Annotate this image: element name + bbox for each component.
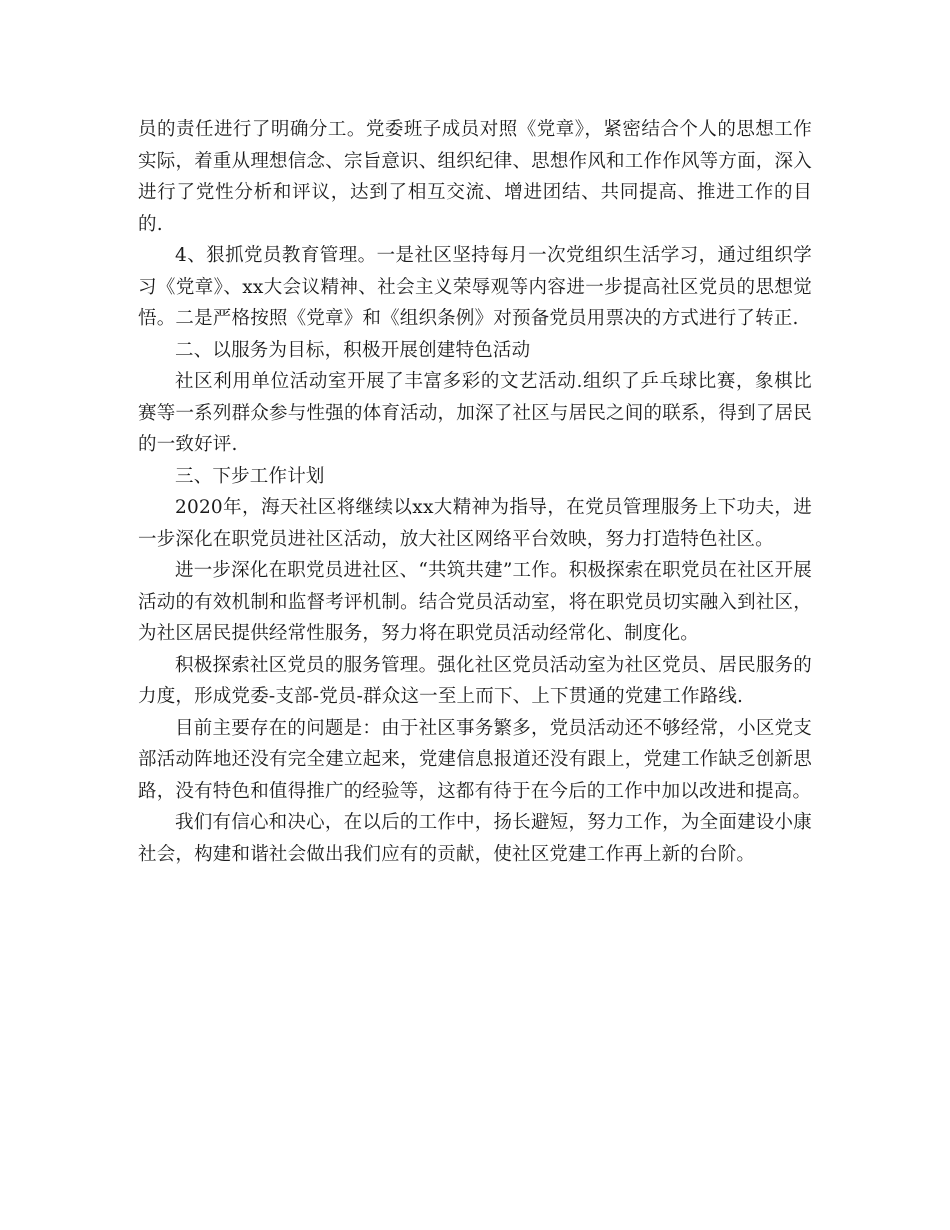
paragraph-community-activities: 社区利用单位活动室开展了丰富多彩的文艺活动.组织了乒乓球比赛，象棋比赛等一系列群众参与性强的体育活动，加深了社区与居民之间的联系，得到了居民的一致好评. xyxy=(138,371,812,455)
section-heading-service: 二、以服务为目标，积极开展创建特色活动 xyxy=(175,339,531,361)
section-heading-next-plan: 三、下步工作计划 xyxy=(175,465,325,487)
paragraph-in-service-members: 进一步深化在职党员进社区、“共筑共建”工作。积极探索在职党员在社区开展活动的有效机制和监督考评机制。结合党员活动室，将在职党员切实融入到社区，为社区居民提供经常性服务，努力将在职党员活动经常化、制度化。 xyxy=(138,560,812,644)
paragraph-existing-problems: 目前主要存在的问题是：由于社区事务繁多，党员活动还不够经常，小区党支部活动阵地还没有完全建立起来，党建信息报道还没有跟上，党建工作缺乏创新思路，没有特色和值得推广的经验等，这都有待于在今后的工作中加以改进和提高。 xyxy=(138,717,812,802)
paragraph-party-member-education: 4、狠抓党员教育管理。一是社区坚持每月一次党组织生活学习，通过组织学习《党章》、xx大会议精神、社会主义荣辱观等内容进一步提高社区党员的思想觉悟。二是严格按照《党章》和《组织条例》对预备党员用票决的方式进行了转正. xyxy=(138,245,812,329)
paragraph-conclusion: 我们有信心和决心，在以后的工作中，扬长避短，努力工作，为全面建设小康社会，构建和谐社会做出我们应有的贡献，使社区党建工作再上新的台阶。 xyxy=(138,812,812,865)
paragraph-continued: 员的责任进行了明确分工。党委班子成员对照《党章》，紧密结合个人的思想工作实际，着重从理想信念、宗旨意识、组织纪律、思想作风和工作作风等方面，深入进行了党性分析和评议，达到了相互交流、增进团结、共同提高、推进工作的目的. xyxy=(138,119,812,235)
paragraph-service-management: 积极探索社区党员的服务管理。强化社区党员活动室为社区党员、居民服务的力度，形成党委-支部-党员-群众这一至上而下、上下贯通的党建工作路线. xyxy=(138,654,812,707)
paragraph-2020-plan: 2020年，海天社区将继续以xx大精神为指导，在党员管理服务上下功夫，进一步深化在职党员进社区活动，放大社区网络平台效映，努力打造特色社区。 xyxy=(138,497,812,550)
